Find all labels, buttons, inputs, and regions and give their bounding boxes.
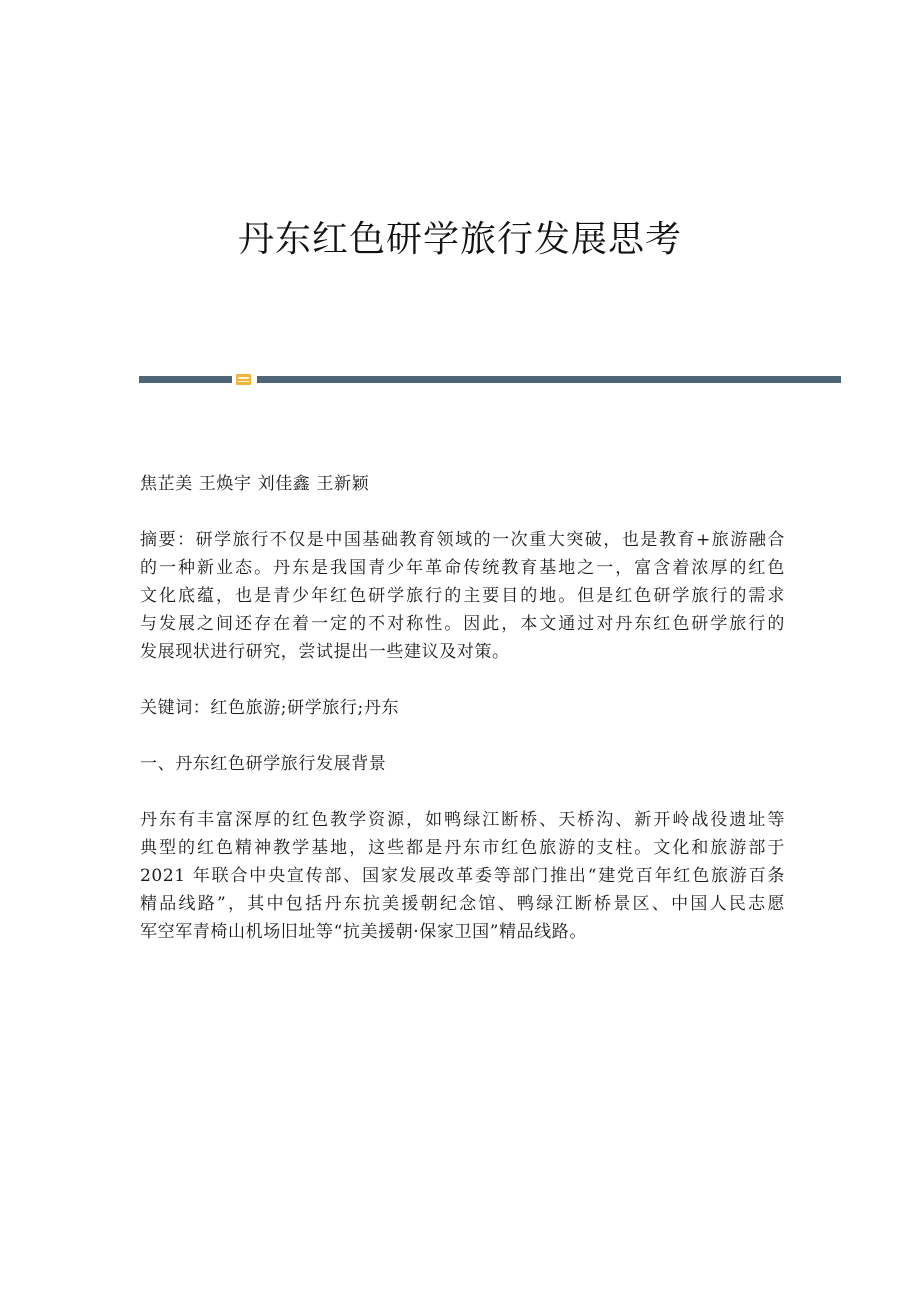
body-line: 典型的红色精神教学基地，这些都是丹东市红色旅游的支柱。文化和旅游部于 bbox=[140, 838, 785, 858]
section-heading bbox=[140, 750, 785, 778]
abstract-line: 的一种新业态。丹东是我国青少年革命传统教育基地之一，富含着浓厚的红色 bbox=[140, 558, 785, 578]
divider-ornament-icon bbox=[236, 374, 251, 385]
abstract-line: 文化底蕴，也是青少年红色研学旅行的主要目的地。但是红色研学旅行的需求 bbox=[140, 586, 785, 606]
body-line: 军空军青椅山机场旧址等“抗美援朝·保家卫国”精品线路。 bbox=[140, 922, 587, 942]
abstract bbox=[140, 526, 785, 666]
abstract-line: 摘要：研学旅行不仅是中国基础教育领域的一次重大突破，也是教育+旅游融合 bbox=[140, 530, 785, 550]
page-title: 丹东红色研学旅行发展思考 bbox=[237, 219, 682, 260]
body-line: 2021 年联合中央宣传部、国家发展改革委等部门推出“建党百年红色旅游百条 bbox=[140, 866, 785, 886]
title-divider bbox=[139, 374, 841, 386]
body-line: 精品线路”，其中包括丹东抗美援朝纪念馆、鸭绿江断桥景区、中国人民志愿 bbox=[140, 894, 785, 914]
author-list bbox=[140, 470, 785, 498]
authors: 焦芷美 王焕宇 刘佳鑫 王新颖 bbox=[140, 474, 370, 494]
divider-right-bar bbox=[257, 376, 841, 383]
document-body bbox=[140, 470, 785, 974]
section-heading-text: 一、丹东红色研学旅行发展背景 bbox=[140, 754, 387, 774]
body-paragraph bbox=[140, 806, 785, 946]
abstract-line: 与发展之间还存在着一定的不对称性。因此，本文通过对丹东红色研学旅行的 bbox=[140, 614, 785, 634]
divider-left-bar bbox=[139, 376, 232, 383]
keywords bbox=[140, 694, 785, 722]
abstract-line: 发展现状进行研究，尝试提出一些建议及对策。 bbox=[140, 642, 510, 662]
body-line: 丹东有丰富深厚的红色教学资源，如鸭绿江断桥、天桥沟、新开岭战役遗址等 bbox=[140, 810, 785, 830]
keywords-text: 关键词：红色旅游;研学旅行;丹东 bbox=[140, 698, 400, 718]
